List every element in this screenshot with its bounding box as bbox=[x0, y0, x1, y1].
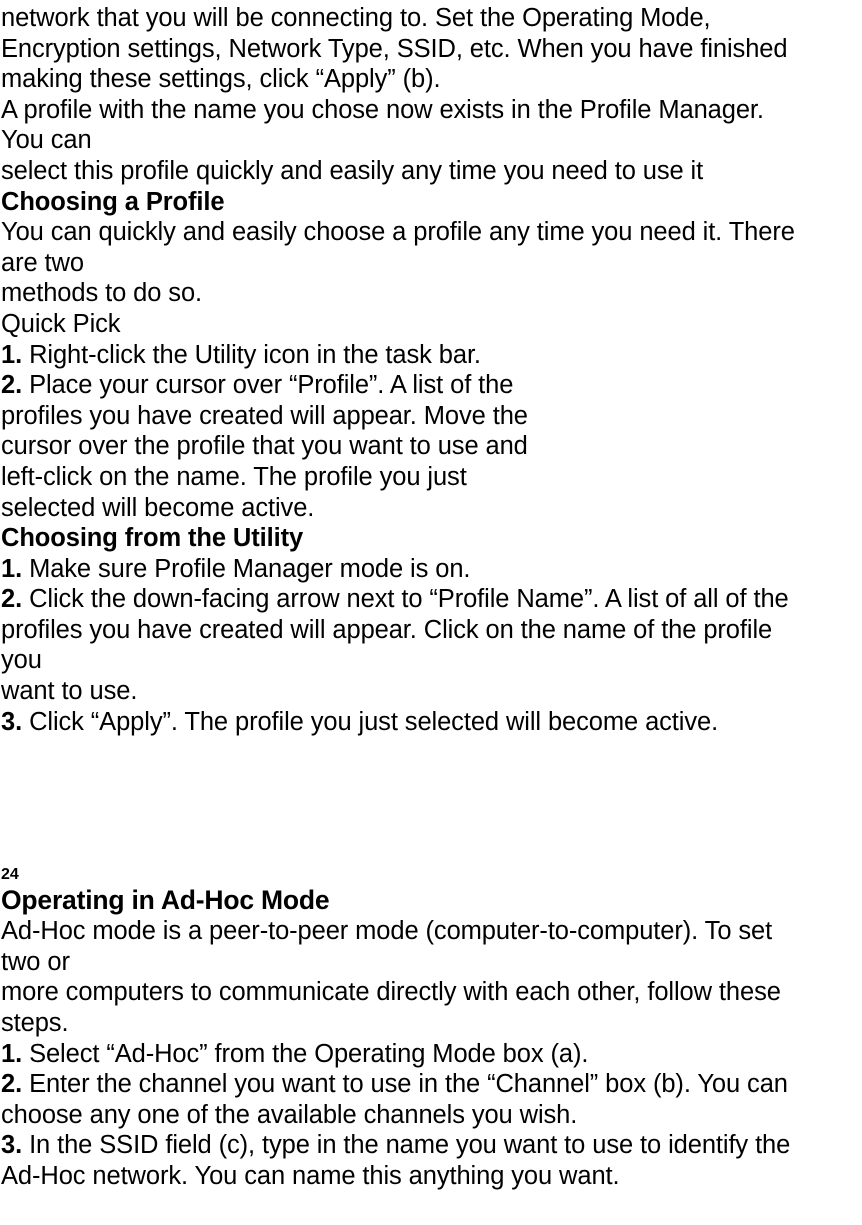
body-line: want to use. bbox=[1, 677, 138, 706]
body-line: making these settings, click “Apply” (b). bbox=[1, 65, 441, 94]
numbered-step bbox=[1, 554, 862, 585]
step-marker: 1. bbox=[1, 554, 23, 583]
body-line: you bbox=[1, 646, 42, 675]
step-marker: 2. bbox=[1, 1070, 23, 1099]
body-line: left-click on the name. The profile you just bbox=[1, 462, 467, 491]
section-heading-ad-hoc: Operating in Ad-Hoc Mode bbox=[1, 885, 330, 916]
numbered-step bbox=[1, 584, 862, 615]
ad-hoc-instructions-block bbox=[1, 916, 862, 1191]
body-line: steps. bbox=[1, 1009, 69, 1038]
step-text: Select “Ad-Hoc” from the Operating Mode box (a). bbox=[22, 1039, 589, 1068]
subsection-heading: Choosing from the Utility bbox=[1, 524, 304, 553]
body-line: network that you will be connecting to. Set the Operating Mode, bbox=[1, 4, 711, 32]
page-number: 24 bbox=[1, 866, 19, 884]
body-line: You can bbox=[1, 126, 92, 155]
body-line: select this profile quickly and easily any time you need to use it bbox=[1, 156, 704, 185]
body-line: choose any one of the available channels you wish. bbox=[1, 1100, 578, 1129]
numbered-step bbox=[1, 340, 862, 371]
numbered-step bbox=[1, 1039, 862, 1070]
body-line: A profile with the name you chose now exists in the Profile Manager. bbox=[1, 95, 764, 124]
numbered-step bbox=[1, 370, 862, 401]
step-marker: 1. bbox=[1, 1039, 23, 1068]
profile-instructions-block bbox=[0, 3, 862, 737]
numbered-step bbox=[1, 1069, 862, 1100]
body-line: Encryption settings, Network Type, SSID, etc. When you have finished bbox=[1, 34, 788, 63]
body-line: profiles you have created will appear. Click on the name of the profile bbox=[1, 615, 773, 644]
step-marker: 2. bbox=[1, 585, 23, 614]
body-line: cursor over the profile that you want to use and bbox=[1, 432, 528, 461]
numbered-step bbox=[1, 1130, 862, 1161]
body-line: profiles you have created will appear. Move the bbox=[1, 401, 528, 430]
body-line: selected will become active. bbox=[1, 493, 315, 522]
body-line: two or bbox=[1, 947, 70, 976]
page-footer-block bbox=[0, 865, 862, 1191]
step-marker: 2. bbox=[1, 371, 23, 400]
body-line: You can quickly and easily choose a profile any time you need it. There bbox=[1, 218, 795, 247]
step-text: Click the down-facing arrow next to “Profile Name”. A list of all of the bbox=[22, 585, 789, 614]
step-marker: 1. bbox=[1, 340, 23, 369]
step-marker: 3. bbox=[1, 707, 23, 736]
body-line: more computers to communicate directly with each other, follow these bbox=[1, 978, 781, 1007]
step-text: Make sure Profile Manager mode is on. bbox=[22, 554, 471, 583]
step-text: Click “Apply”. The profile you just selected will become active. bbox=[22, 707, 719, 736]
body-line: Quick Pick bbox=[1, 309, 121, 338]
body-line: Ad-Hoc network. You can name this anything you want. bbox=[1, 1162, 620, 1190]
body-line: are two bbox=[1, 248, 84, 277]
step-marker: 3. bbox=[1, 1131, 23, 1160]
section-spacer bbox=[0, 737, 862, 865]
step-text: In the SSID field (c), type in the name you want to use to identify the bbox=[22, 1131, 791, 1160]
subsection-heading: Choosing a Profile bbox=[1, 187, 225, 216]
step-text: Right-click the Utility icon in the task bar. bbox=[22, 340, 481, 369]
step-text: Place your cursor over “Profile”. A list of the bbox=[22, 371, 514, 400]
body-line: Ad-Hoc mode is a peer-to-peer mode (computer-to-computer). To set bbox=[1, 917, 773, 946]
body-line: methods to do so. bbox=[1, 279, 203, 308]
step-text: Enter the channel you want to use in the “Channel” box (b). You can bbox=[22, 1070, 788, 1099]
numbered-step bbox=[1, 707, 862, 738]
